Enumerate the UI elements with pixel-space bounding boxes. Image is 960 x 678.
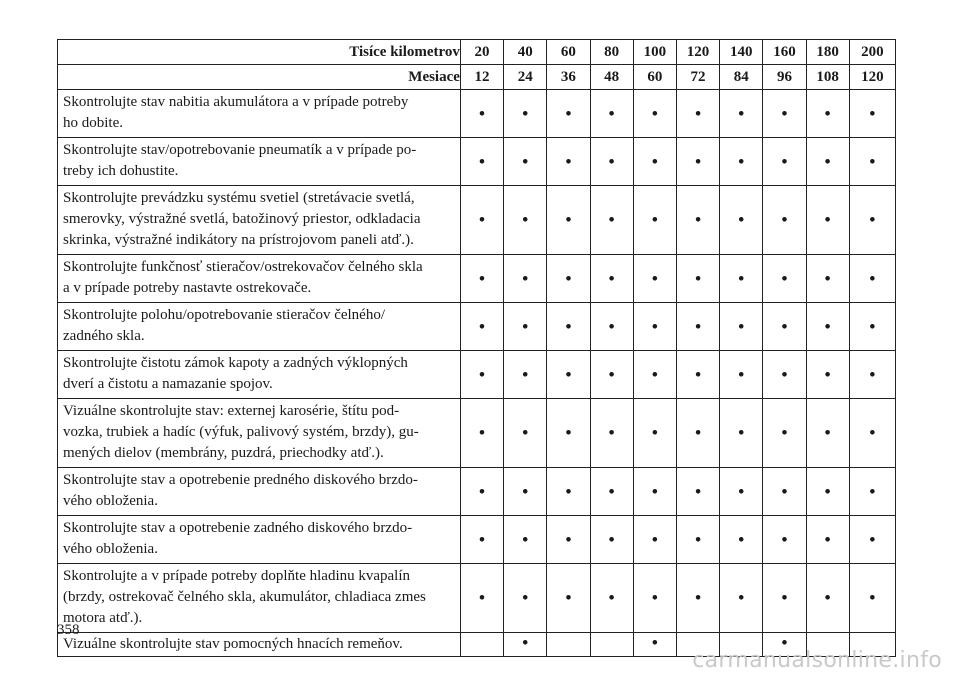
task-text-line: skrinka, výstražné indikátory na prístrojovom paneli atď.). [63,232,414,248]
schedule-cell [633,633,676,657]
table-row [58,186,896,255]
scheduled-bullet-icon: • [608,268,615,288]
table-row [58,303,896,351]
scheduled-bullet-icon: • [869,529,876,549]
task-text-line: Skontrolujte polohu/opotrebovanie stieračov čelného/ [63,307,386,323]
schedule-cell [547,255,590,303]
schedule-cell [460,351,503,399]
scheduled-bullet-icon: • [781,151,788,171]
scheduled-bullet-icon: • [781,210,788,229]
schedule-cell [676,351,719,399]
month-header-label: Mesiace [58,65,461,90]
schedule-cell [806,90,849,138]
schedule-cell [763,138,806,186]
km-header-value-1: 40 [504,40,547,65]
scheduled-bullet-icon: • [565,529,572,549]
month-header-value-9: 120 [849,65,895,90]
month-header-value-2: 36 [547,65,590,90]
schedule-cell [504,399,547,468]
schedule-cell [633,399,676,468]
scheduled-bullet-icon: • [651,633,658,652]
schedule-cell [720,399,763,468]
schedule-cell [547,564,590,633]
schedule-cell [547,303,590,351]
schedule-cell [633,303,676,351]
scheduled-bullet-icon: • [651,316,658,336]
scheduled-bullet-icon: • [869,588,876,607]
scheduled-bullet-icon: • [695,268,702,288]
scheduled-bullet-icon: • [824,481,831,501]
schedule-cell [763,351,806,399]
scheduled-bullet-icon: • [608,588,615,607]
task-description [58,351,461,399]
scheduled-bullet-icon: • [522,529,529,549]
schedule-cell [504,90,547,138]
scheduled-bullet-icon: • [869,316,876,336]
scheduled-bullet-icon: • [695,103,702,123]
month-header-value-4: 60 [633,65,676,90]
scheduled-bullet-icon: • [522,633,529,652]
schedule-cell [720,516,763,564]
scheduled-bullet-icon: • [565,316,572,336]
scheduled-bullet-icon: • [869,103,876,123]
scheduled-bullet-icon: • [522,364,529,384]
schedule-cell [806,351,849,399]
schedule-cell [633,255,676,303]
scheduled-bullet-icon: • [781,633,788,652]
schedule-cell [806,138,849,186]
schedule-cell [720,138,763,186]
schedule-cell [676,468,719,516]
schedule-cell [676,303,719,351]
scheduled-bullet-icon: • [824,316,831,336]
schedule-cell [547,138,590,186]
km-header-label: Tisíce kilometrov [58,40,461,65]
scheduled-bullet-icon: • [522,481,529,501]
scheduled-bullet-icon: • [479,103,485,123]
schedule-cell [590,399,633,468]
scheduled-bullet-icon: • [695,481,702,501]
scheduled-bullet-icon: • [695,210,702,229]
scheduled-bullet-icon: • [565,210,572,229]
schedule-cell [849,255,895,303]
scheduled-bullet-icon: • [608,210,615,229]
month-header-value-3: 48 [590,65,633,90]
table-row [58,255,896,303]
schedule-cell [460,186,503,255]
month-header-value-8: 108 [806,65,849,90]
schedule-cell [547,90,590,138]
km-header-value-2: 60 [547,40,590,65]
scheduled-bullet-icon: • [738,103,745,123]
scheduled-bullet-icon: • [869,151,876,171]
scheduled-bullet-icon: • [738,210,745,229]
scheduled-bullet-icon: • [522,588,529,607]
schedule-cell [676,186,719,255]
scheduled-bullet-icon: • [695,529,702,549]
schedule-cell [460,255,503,303]
schedule-cell [590,516,633,564]
schedule-cell [720,351,763,399]
task-text-line: a v prípade potreby nastavte ostrekovače. [63,280,312,296]
schedule-cell [633,468,676,516]
schedule-cell [676,255,719,303]
task-description [58,303,461,351]
scheduled-bullet-icon: • [522,423,529,442]
scheduled-bullet-icon: • [824,423,831,442]
schedule-cell [676,516,719,564]
schedule-cell [460,564,503,633]
scheduled-bullet-icon: • [651,529,658,549]
task-description [58,468,461,516]
table-row [58,399,896,468]
scheduled-bullet-icon: • [781,529,788,549]
scheduled-bullet-icon: • [869,481,876,501]
schedule-cell [547,468,590,516]
scheduled-bullet-icon: • [479,268,485,288]
schedule-cell [849,399,895,468]
scheduled-bullet-icon: • [869,210,876,229]
schedule-cell [676,399,719,468]
schedule-cell [504,186,547,255]
task-description [58,186,461,255]
task-text-line: Vizuálne skontrolujte stav pomocných hnacích remeňov. [63,636,403,652]
task-description [58,516,461,564]
scheduled-bullet-icon: • [565,364,572,384]
scheduled-bullet-icon: • [479,364,485,384]
km-header-value-9: 200 [849,40,895,65]
scheduled-bullet-icon: • [565,423,572,442]
km-header-value-8: 180 [806,40,849,65]
schedule-cell [763,255,806,303]
month-header-value-1: 24 [504,65,547,90]
schedule-cell [763,564,806,633]
scheduled-bullet-icon: • [824,364,831,384]
schedule-cell [460,633,503,657]
scheduled-bullet-icon: • [738,481,745,501]
schedule-cell [504,303,547,351]
schedule-cell [590,186,633,255]
schedule-cell [590,90,633,138]
scheduled-bullet-icon: • [781,364,788,384]
scheduled-bullet-icon: • [781,103,788,123]
scheduled-bullet-icon: • [565,103,572,123]
month-header-value-7: 96 [763,65,806,90]
schedule-cell [460,399,503,468]
watermark-text: carmanualsonline.info [692,648,942,673]
task-description [58,138,461,186]
scheduled-bullet-icon: • [738,588,745,607]
schedule-cell [633,90,676,138]
schedule-cell [547,399,590,468]
km-header-value-5: 120 [676,40,719,65]
schedule-cell [849,303,895,351]
task-text-line: zadného skla. [63,328,145,344]
month-header-row [58,65,896,90]
schedule-cell [720,303,763,351]
scheduled-bullet-icon: • [479,588,485,607]
scheduled-bullet-icon: • [869,268,876,288]
schedule-cell [763,303,806,351]
task-text-line: Skontrolujte funkčnosť stieračov/ostrekovačov čelného skla [63,259,423,275]
scheduled-bullet-icon: • [522,151,529,171]
schedule-cell [633,186,676,255]
scheduled-bullet-icon: • [522,210,529,229]
schedule-cell [590,303,633,351]
scheduled-bullet-icon: • [824,588,831,607]
table-row [58,351,896,399]
scheduled-bullet-icon: • [522,268,529,288]
scheduled-bullet-icon: • [608,481,615,501]
scheduled-bullet-icon: • [781,588,788,607]
scheduled-bullet-icon: • [608,151,615,171]
scheduled-bullet-icon: • [869,423,876,442]
schedule-cell [633,138,676,186]
scheduled-bullet-icon: • [824,151,831,171]
task-text-line: Skontrolujte stav nabitia akumulátora a v prípade potreby [63,94,409,110]
scheduled-bullet-icon: • [738,364,745,384]
schedule-cell [460,138,503,186]
schedule-cell [460,90,503,138]
schedule-cell [547,351,590,399]
schedule-cell [849,351,895,399]
month-header-value-5: 72 [676,65,719,90]
scheduled-bullet-icon: • [479,481,485,501]
scheduled-bullet-icon: • [608,364,615,384]
scheduled-bullet-icon: • [522,316,529,336]
task-text-line: Skontrolujte stav a opotrebenie zadného diskového brzdo- [63,520,413,536]
task-rows [58,90,896,657]
schedule-cell [460,303,503,351]
scheduled-bullet-icon: • [565,268,572,288]
schedule-cell [590,468,633,516]
schedule-cell [633,564,676,633]
schedule-cell [763,186,806,255]
scheduled-bullet-icon: • [695,316,702,336]
km-header-value-4: 100 [633,40,676,65]
task-text-line: Skontrolujte a v prípade potreby doplňte hladinu kvapalín [63,568,411,584]
schedule-cell [806,468,849,516]
schedule-cell [590,564,633,633]
scheduled-bullet-icon: • [565,481,572,501]
task-text-line: treby ich dohustite. [63,163,179,179]
km-header-value-7: 160 [763,40,806,65]
schedule-cell [720,468,763,516]
schedule-cell [676,138,719,186]
month-header-value-0: 12 [460,65,503,90]
schedule-cell [806,564,849,633]
schedule-cell [720,90,763,138]
km-header-value-6: 140 [720,40,763,65]
table-row [58,90,896,138]
scheduled-bullet-icon: • [651,151,658,171]
scheduled-bullet-icon: • [651,210,658,229]
schedule-cell [676,564,719,633]
scheduled-bullet-icon: • [738,316,745,336]
scheduled-bullet-icon: • [608,316,615,336]
schedule-cell [849,564,895,633]
schedule-cell [504,633,547,657]
scheduled-bullet-icon: • [824,268,831,288]
scheduled-bullet-icon: • [695,364,702,384]
scheduled-bullet-icon: • [824,529,831,549]
scheduled-bullet-icon: • [781,268,788,288]
schedule-cell [633,516,676,564]
task-text-line: Skontrolujte stav a opotrebenie predného diskového brzdo- [63,472,418,488]
schedule-cell [720,186,763,255]
scheduled-bullet-icon: • [695,423,702,442]
schedule-cell [763,90,806,138]
km-header-value-3: 80 [590,40,633,65]
task-text-line: Skontrolujte stav/opotrebovanie pneumatík a v prípade po- [63,142,417,158]
schedule-cell [806,186,849,255]
scheduled-bullet-icon: • [824,210,831,229]
task-text-line: (brzdy, ostrekovač čelného skla, akumulátor, chladiaca zmes [63,589,426,605]
schedule-cell [547,633,590,657]
scheduled-bullet-icon: • [651,481,658,501]
scheduled-bullet-icon: • [651,268,658,288]
schedule-cell [590,255,633,303]
table-row [58,564,896,633]
task-text-line: Vizuálne skontrolujte stav: externej karosérie, štítu pod- [63,403,400,419]
scheduled-bullet-icon: • [651,103,658,123]
schedule-cell [763,468,806,516]
scheduled-bullet-icon: • [738,423,745,442]
scheduled-bullet-icon: • [608,529,615,549]
task-text-line: mených dielov (membrány, puzdrá, priechodky atď.). [63,445,384,461]
schedule-cell [504,564,547,633]
table-row [58,138,896,186]
schedule-cell [849,90,895,138]
task-text-line: smerovky, výstražné svetlá, batožinový priestor, odkladacia [63,211,421,227]
scheduled-bullet-icon: • [781,316,788,336]
schedule-cell [590,138,633,186]
schedule-cell [547,186,590,255]
schedule-cell [720,564,763,633]
task-description [58,633,461,657]
schedule-cell [504,255,547,303]
scheduled-bullet-icon: • [522,103,529,123]
scheduled-bullet-icon: • [479,423,485,442]
maintenance-schedule-table [57,39,896,657]
km-header-value-0: 20 [460,40,503,65]
scheduled-bullet-icon: • [565,588,572,607]
schedule-cell [849,186,895,255]
scheduled-bullet-icon: • [738,529,745,549]
scheduled-bullet-icon: • [608,103,615,123]
schedule-cell [504,516,547,564]
task-text-line: dverí a čistotu a namazanie spojov. [63,376,273,392]
schedule-cell [763,399,806,468]
scheduled-bullet-icon: • [651,588,658,607]
schedule-cell [806,303,849,351]
task-description [58,399,461,468]
schedule-cell [460,468,503,516]
scheduled-bullet-icon: • [479,529,485,549]
scheduled-bullet-icon: • [781,423,788,442]
schedule-cell [806,516,849,564]
schedule-cell [590,351,633,399]
task-description [58,255,461,303]
scheduled-bullet-icon: • [738,151,745,171]
schedule-cell [806,255,849,303]
month-header-value-6: 84 [720,65,763,90]
scheduled-bullet-icon: • [695,588,702,607]
schedule-cell [504,138,547,186]
schedule-cell [763,516,806,564]
scheduled-bullet-icon: • [824,103,831,123]
scheduled-bullet-icon: • [738,268,745,288]
schedule-cell [547,516,590,564]
schedule-cell [504,468,547,516]
scheduled-bullet-icon: • [651,423,658,442]
task-text-line: motora atď.). [63,610,143,626]
table-row [58,468,896,516]
scheduled-bullet-icon: • [565,151,572,171]
table-row [58,516,896,564]
schedule-cell [460,516,503,564]
schedule-cell [849,468,895,516]
schedule-cell [720,255,763,303]
task-text-line: vozka, trubiek a hadíc (výfuk, palivový systém, brzdy), gu- [63,424,419,440]
task-description [58,564,461,633]
task-text-line: vého obloženia. [63,493,158,509]
schedule-cell [849,516,895,564]
schedule-cell [633,351,676,399]
scheduled-bullet-icon: • [651,364,658,384]
task-description [58,90,461,138]
task-text-line: Skontrolujte prevádzku systému svetiel (stretávacie svetlá, [63,190,415,206]
task-text-line: vého obloženia. [63,541,158,557]
schedule-cell [504,351,547,399]
schedule-cell [849,138,895,186]
scheduled-bullet-icon: • [479,210,485,229]
scheduled-bullet-icon: • [608,423,615,442]
scheduled-bullet-icon: • [479,316,485,336]
page-number: 358 [57,622,80,638]
km-header-row [58,40,896,65]
scheduled-bullet-icon: • [695,151,702,171]
schedule-cell [806,399,849,468]
scheduled-bullet-icon: • [479,151,485,171]
schedule-cell [676,90,719,138]
scheduled-bullet-icon: • [781,481,788,501]
schedule-cell [590,633,633,657]
scheduled-bullet-icon: • [869,364,876,384]
task-text-line: ho dobite. [63,115,123,131]
task-text-line: Skontrolujte čistotu zámok kapoty a zadných výklopných [63,355,408,371]
